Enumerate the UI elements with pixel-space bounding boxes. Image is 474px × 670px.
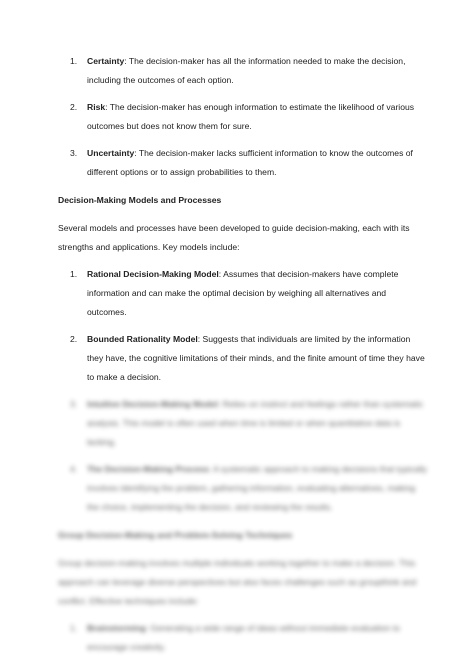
list-term: Uncertainty [87,148,135,158]
list-text: : Suggests that individuals are limited by the information they have, the cognitive limitations of their minds, and the finite amount of time they have to make a decision. [87,334,425,382]
list-item [58,330,428,387]
list-item [58,619,428,657]
list-term: Bounded Rationality Model [87,334,198,344]
list-number: 2. [70,102,78,112]
section-paragraph: Several models and processes have been developed to guide decision-making, each with its strengths and applications. Key models include: [58,223,410,252]
section-heading: Group Decision-Making and Problem-Solving Techniques [58,530,293,540]
section-heading: Decision-Making Models and Processes [58,195,222,205]
list-item [58,265,428,322]
list-text: : Assumes that decision-makers have complete information and can make the optimal decision by weighing all alternatives and outcomes. [87,269,399,317]
list-number: 4. [70,464,78,474]
list-text: : A systematic approach to making decisions that typically involves identifying the problem, gathering information, evaluating alternatives, making the choice, implementing the decision, and reviewing the results. [87,464,428,512]
blurred-preview-region [58,395,428,657]
document-content [58,52,428,665]
list-item [58,52,428,90]
list-item [58,460,428,517]
list-item [58,144,428,182]
list-text: : The decision-maker lacks sufficient information to know the outcomes of different options or to assign probabilities to them. [87,148,413,177]
list-number: 1. [70,269,78,279]
list-number: 3. [70,399,78,409]
list-text: : The decision-maker has all the information needed to make the decision, including the outcomes of each option. [87,56,406,85]
list-term: Intuitive Decision-Making Model [87,399,218,409]
list-number: 2. [70,334,78,344]
models-list [58,265,428,387]
group-techniques-list [58,619,428,657]
list-number: 1. [70,623,78,633]
list-term: The Decision-Making Process [87,464,209,474]
uncertainty-levels-list [58,52,428,182]
list-term: Rational Decision-Making Model [87,269,219,279]
models-list-continued [58,395,428,517]
list-term: Certainty [87,56,125,66]
list-text: : Generating a wide range of ideas without immediate evaluation to encourage creativity. [87,623,400,652]
list-text: : Relies on instinct and feelings rather than systematic analysis. This model is often used when time is limited or when quantitative data is lacking. [87,399,424,447]
section-paragraph: Group decision-making involves multiple individuals working together to make a decision. This approach can leverage diverse perspectives but also faces challenges such as groupthink and conflict. Effective techniques include: [58,558,417,606]
list-term: Risk [87,102,106,112]
list-item [58,98,428,136]
list-text: : The decision-maker has enough information to estimate the likelihood of various outcomes but does not know them for sure. [87,102,415,131]
list-number: 3. [70,148,78,158]
list-item [58,395,428,452]
list-number: 1. [70,56,78,66]
list-term: Brainstorming [87,623,146,633]
